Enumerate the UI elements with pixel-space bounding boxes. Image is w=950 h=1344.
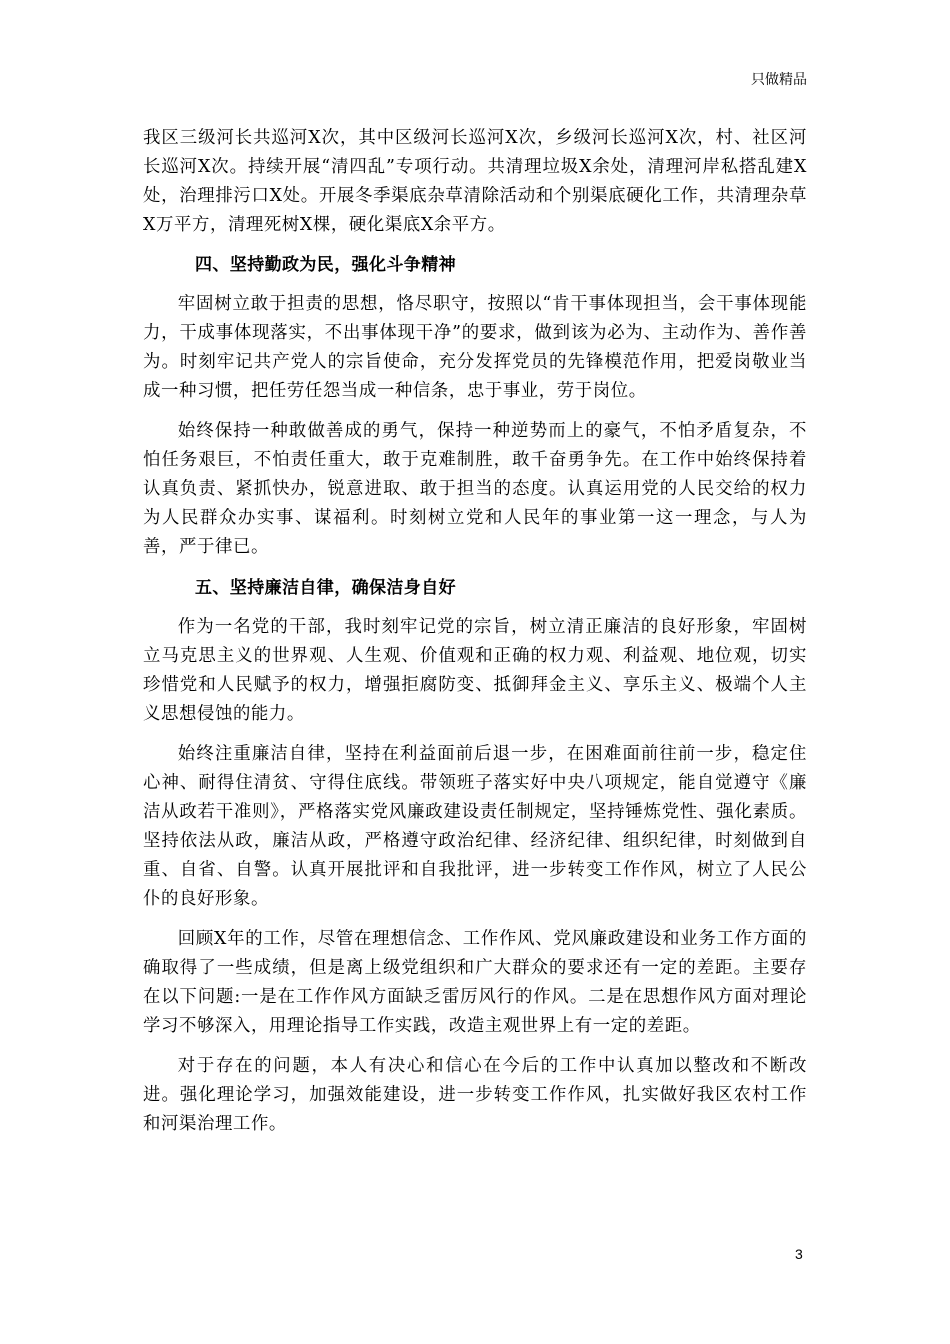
paragraph: 作为一名党的干部，我时刻牢记党的宗旨，树立清正廉洁的良好形象，牢固树立马克思主义的世界观、人生观、价值观和正确的权力观、利益观、地位观，切实珍惜党和人民赋予的权力，增强拒腐防变、抵御拜金主义、享乐主义、极端个人主义思想侵蚀的能力。 — [143, 617, 807, 724]
paragraph: 回顾X年的工作，尽管在理想信念、工作作风、党风廉政建设和业务工作方面的确取得了一些成绩，但是离上级党组织和广大群众的要求还有一定的差距。主要存在以下问题:一是在工作作风方面缺乏雷厉风行的作风。二是在思想作风方面对理论学习不够深入，用理论指导工作实践，改造主观世界上有一定的差距。 — [143, 929, 807, 1036]
header-note: 只做精品 — [751, 72, 807, 88]
paragraph: 始终注重廉洁自律，坚持在利益面前后退一步，在困难面前往前一步，稳定住心神、耐得住清贫、守得住底线。带领班子落实好中央八项规定，能自觉遵守《廉洁从政若干准则》，严格落实党风廉政建设责任制规定，坚持锤炼党性、强化素质。坚持依法从政，廉洁从政，严格遵守政治纪律、经济纪律、组织纪律，时刻做到自重、自省、自警。认真开展批评和自我批评，进一步转变工作作风，树立了人民公仆的良好形象。 — [143, 744, 807, 909]
section-heading-5: 五、坚持廉洁自律，确保洁身自好 — [195, 578, 456, 598]
paragraph: 始终保持一种敢做善成的勇气，保持一种逆势而上的豪气，不怕矛盾复杂，不怕任务艰巨，不怕责任重大，敢于克难制胜，敢千奋勇争先。在工作中始终保持着认真负责、紧抓快办，锐意进取、敢于担当的态度。认真运用党的人民交给的权力为人民群众办实事、谋福利。时刻树立党和人民年的事业第一这一理念，与人为善，严于律已。 — [143, 421, 807, 557]
section-heading-4: 四、坚持勤政为民，强化斗争精神 — [195, 255, 456, 275]
document-body — [143, 124, 807, 1150]
paragraph: 牢固树立敢于担责的思想，恪尽职守，按照以“肯干事体现担当，会干事体现能力，干成事体现落实，不出事体现干净”的要求，做到该为必为、主动作为、善作善为。时刻牢记共产党人的宗旨使命，充分发挥党员的先锋模范作用，把爱岗敬业当成一种习惯，把任劳任怨当成一种信条，忠于事业，劳于岗位。 — [143, 294, 807, 401]
page-number: 3 — [795, 1246, 803, 1262]
paragraph: 我区三级河长共巡河X次，其中区级河长巡河X次，乡级河长巡河X次，村、社区河长巡河X次。持续开展“清四乱”专项行动。共清理垃圾X余处，清理河岸私搭乱建X处，治理排污口X处。开展冬季渠底杂草清除活动和个别渠底硬化工作，共清理杂草X万平方，清理死树X棵，硬化渠底X余平方。 — [143, 128, 807, 235]
paragraph: 对于存在的问题，本人有决心和信心在今后的工作中认真加以整改和不断改进。强化理论学习，加强效能建设，进一步转变工作作风，扎实做好我区农村工作和河渠治理工作。 — [143, 1056, 807, 1134]
